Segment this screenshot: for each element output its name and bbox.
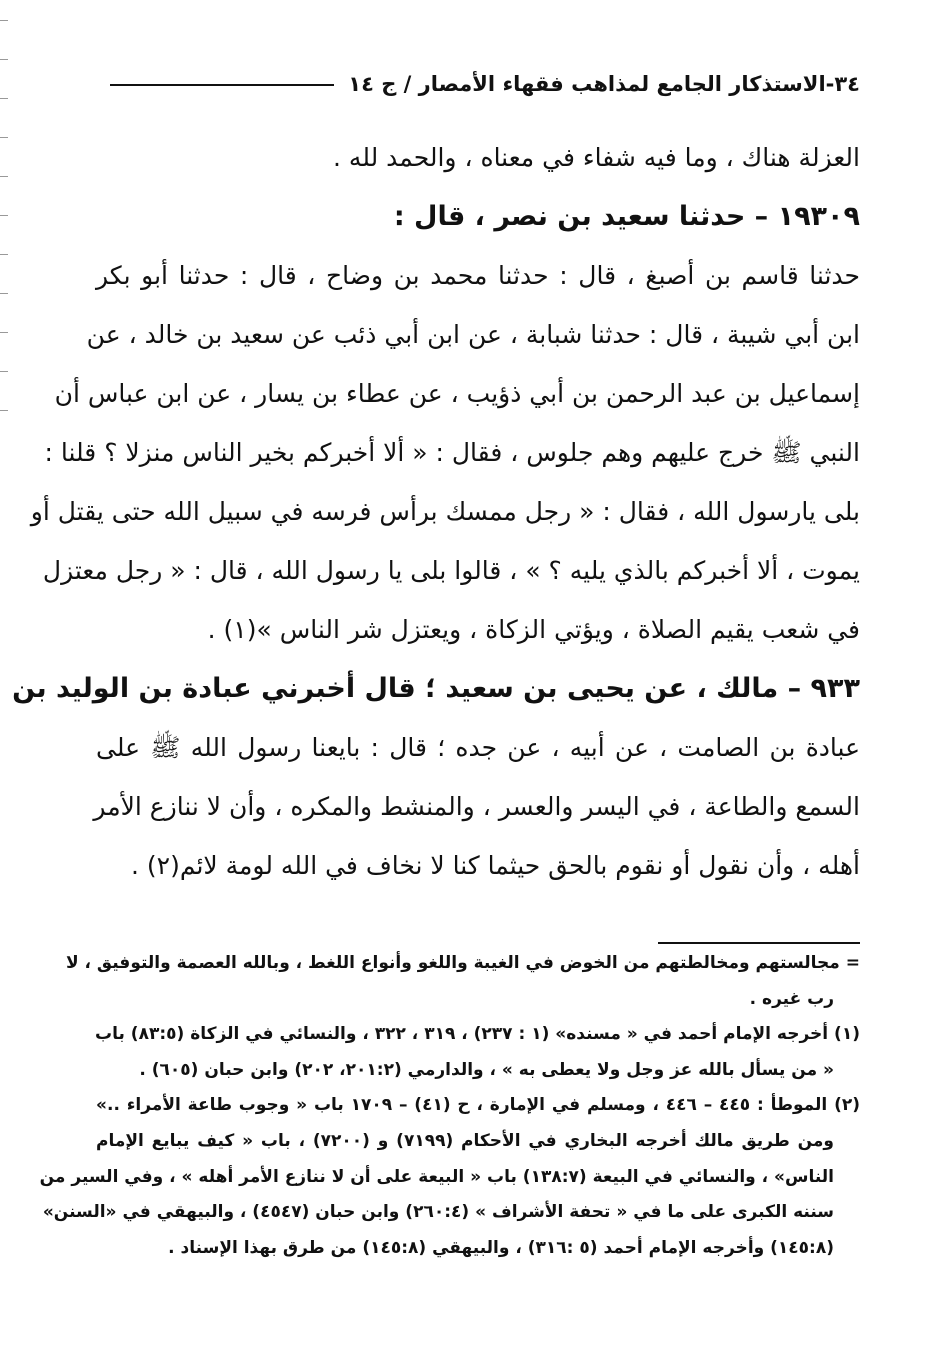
body-line: ابن أبي شيبة ، قال : حدثنا شبابة ، عن ابن أبي ذئب عن سعيد بن خالد ، عن [86, 320, 860, 349]
body-line: في شعب يقيم الصلاة ، ويؤتي الزكاة ، ويعتزل شر الناس »(١) . [207, 615, 860, 644]
body-line: حدثنا قاسم بن أصبغ ، قال : حدثنا محمد بن وضاح ، قال : حدثنا أبو بكر [96, 261, 860, 290]
hadith-heading-933: ٩٣٣ – مالك ، عن يحيى بن سعيد ؛ قال أخبرني عبادة بن الوليد بن [12, 673, 860, 704]
footnote-line: رب غيره . [749, 988, 834, 1009]
footnote-line: « من يسأل بالله عز وجل ولا يعطى به » ، والدارمي (٢٠١:٢، ٢٠٢) وابن حبان (٦٠٥) . [139, 1059, 834, 1080]
header-book-title: الاستذكار الجامع لمذاهب فقهاء الأمصار / ج ١٤ [348, 72, 826, 96]
body-line: عبادة بن الصامت ، عن أبيه ، عن جده ؛ قال : بايعنا رسول الله ﷺ على [96, 733, 860, 762]
header-rule [110, 84, 334, 86]
footnote-line: الناس» ، والنسائي في البيعة (١٣٨:٧) باب « البيعة على أن لا ننازع الأمر أهله » ، وفي السير من [39, 1166, 834, 1187]
footnote-line: (١٤٥:٨) وأخرجه الإمام أحمد (٥ :٣١٦) ، والبيهقي (١٤٥:٨) من طرق بهذا الإسناد . [168, 1237, 834, 1258]
footnotes [39, 946, 861, 1266]
footnote-line: = مجالستهم ومخالطتهم من الخوض في الغيبة واللغو وأنواع اللغط ، وبالله العصمة والتوفيق ، لا [65, 953, 860, 973]
body-line: يموت ، ألا أخبركم بالذي يليه ؟ » ، قالوا بلى يا رسول الله ، قال : « رجل معتزل [42, 556, 860, 585]
footnote-separator [658, 942, 860, 944]
footnote-line: (١) أخرجه الإمام أحمد في « مسنده» (١ : ٢٣٧) ، ٣١٩ ، ٣٢٢ ، والنسائي في الزكاة (٨٣:٥) باب [95, 1024, 860, 1045]
body-line: النبي ﷺ خرج عليهم وهم جلوس ، فقال : « ألا أخبركم بخير الناس منزلا ؟ قلنا : [44, 438, 860, 467]
scan-edge-marks [0, 20, 12, 480]
footnote-line: ومن طريق مالك أخرجه البخاري في الأحكام (٧١٩٩) و (٧٢٠٠) ، باب « كيف يبايع الإمام [96, 1130, 834, 1151]
body-line: أهله ، وأن نقول أو نقوم بالحق حيثما كنا لا نخاف في الله لومة لائم(٢) . [130, 851, 860, 880]
header-dash: - [825, 72, 835, 96]
hadith-heading-19309: ١٩٣٠٩ – حدثنا سعيد بن نصر ، قال : [393, 201, 860, 232]
body-line: إسماعيل بن عبد الرحمن بن أبي ذؤيب ، عن عطاء بن يسار ، عن ابن عباس أن [54, 379, 860, 408]
body-line: بلى يارسول الله ، فقال : « رجل ممسك برأس فرسه في سبيل الله حتى يقتل أو [30, 497, 860, 526]
header-page-number: ٣٤ [834, 72, 860, 96]
body-line: العزلة هناك ، وما فيه شفاء في معناه ، والحمد لله . [333, 143, 860, 172]
main-text [12, 128, 860, 895]
body-line: السمع والطاعة ، في اليسر والعسر ، والمنشط والمكره ، وأن لا ننازع الأمر [93, 792, 860, 821]
running-header [110, 64, 860, 104]
footnote-line: (٢) الموطأ : ٤٤٥ – ٤٤٦ ، ومسلم في الإمارة ، ح (٤١) – ١٧٠٩ باب « وجوب طاعة الأمراء ..» [96, 1095, 861, 1116]
footnote-line: سننه الكبرى على ما في « تحفة الأشراف » (٢٦٠:٤) وابن حبان (٤٥٤٧) ، والبيهقي في «السنن» [42, 1202, 834, 1223]
